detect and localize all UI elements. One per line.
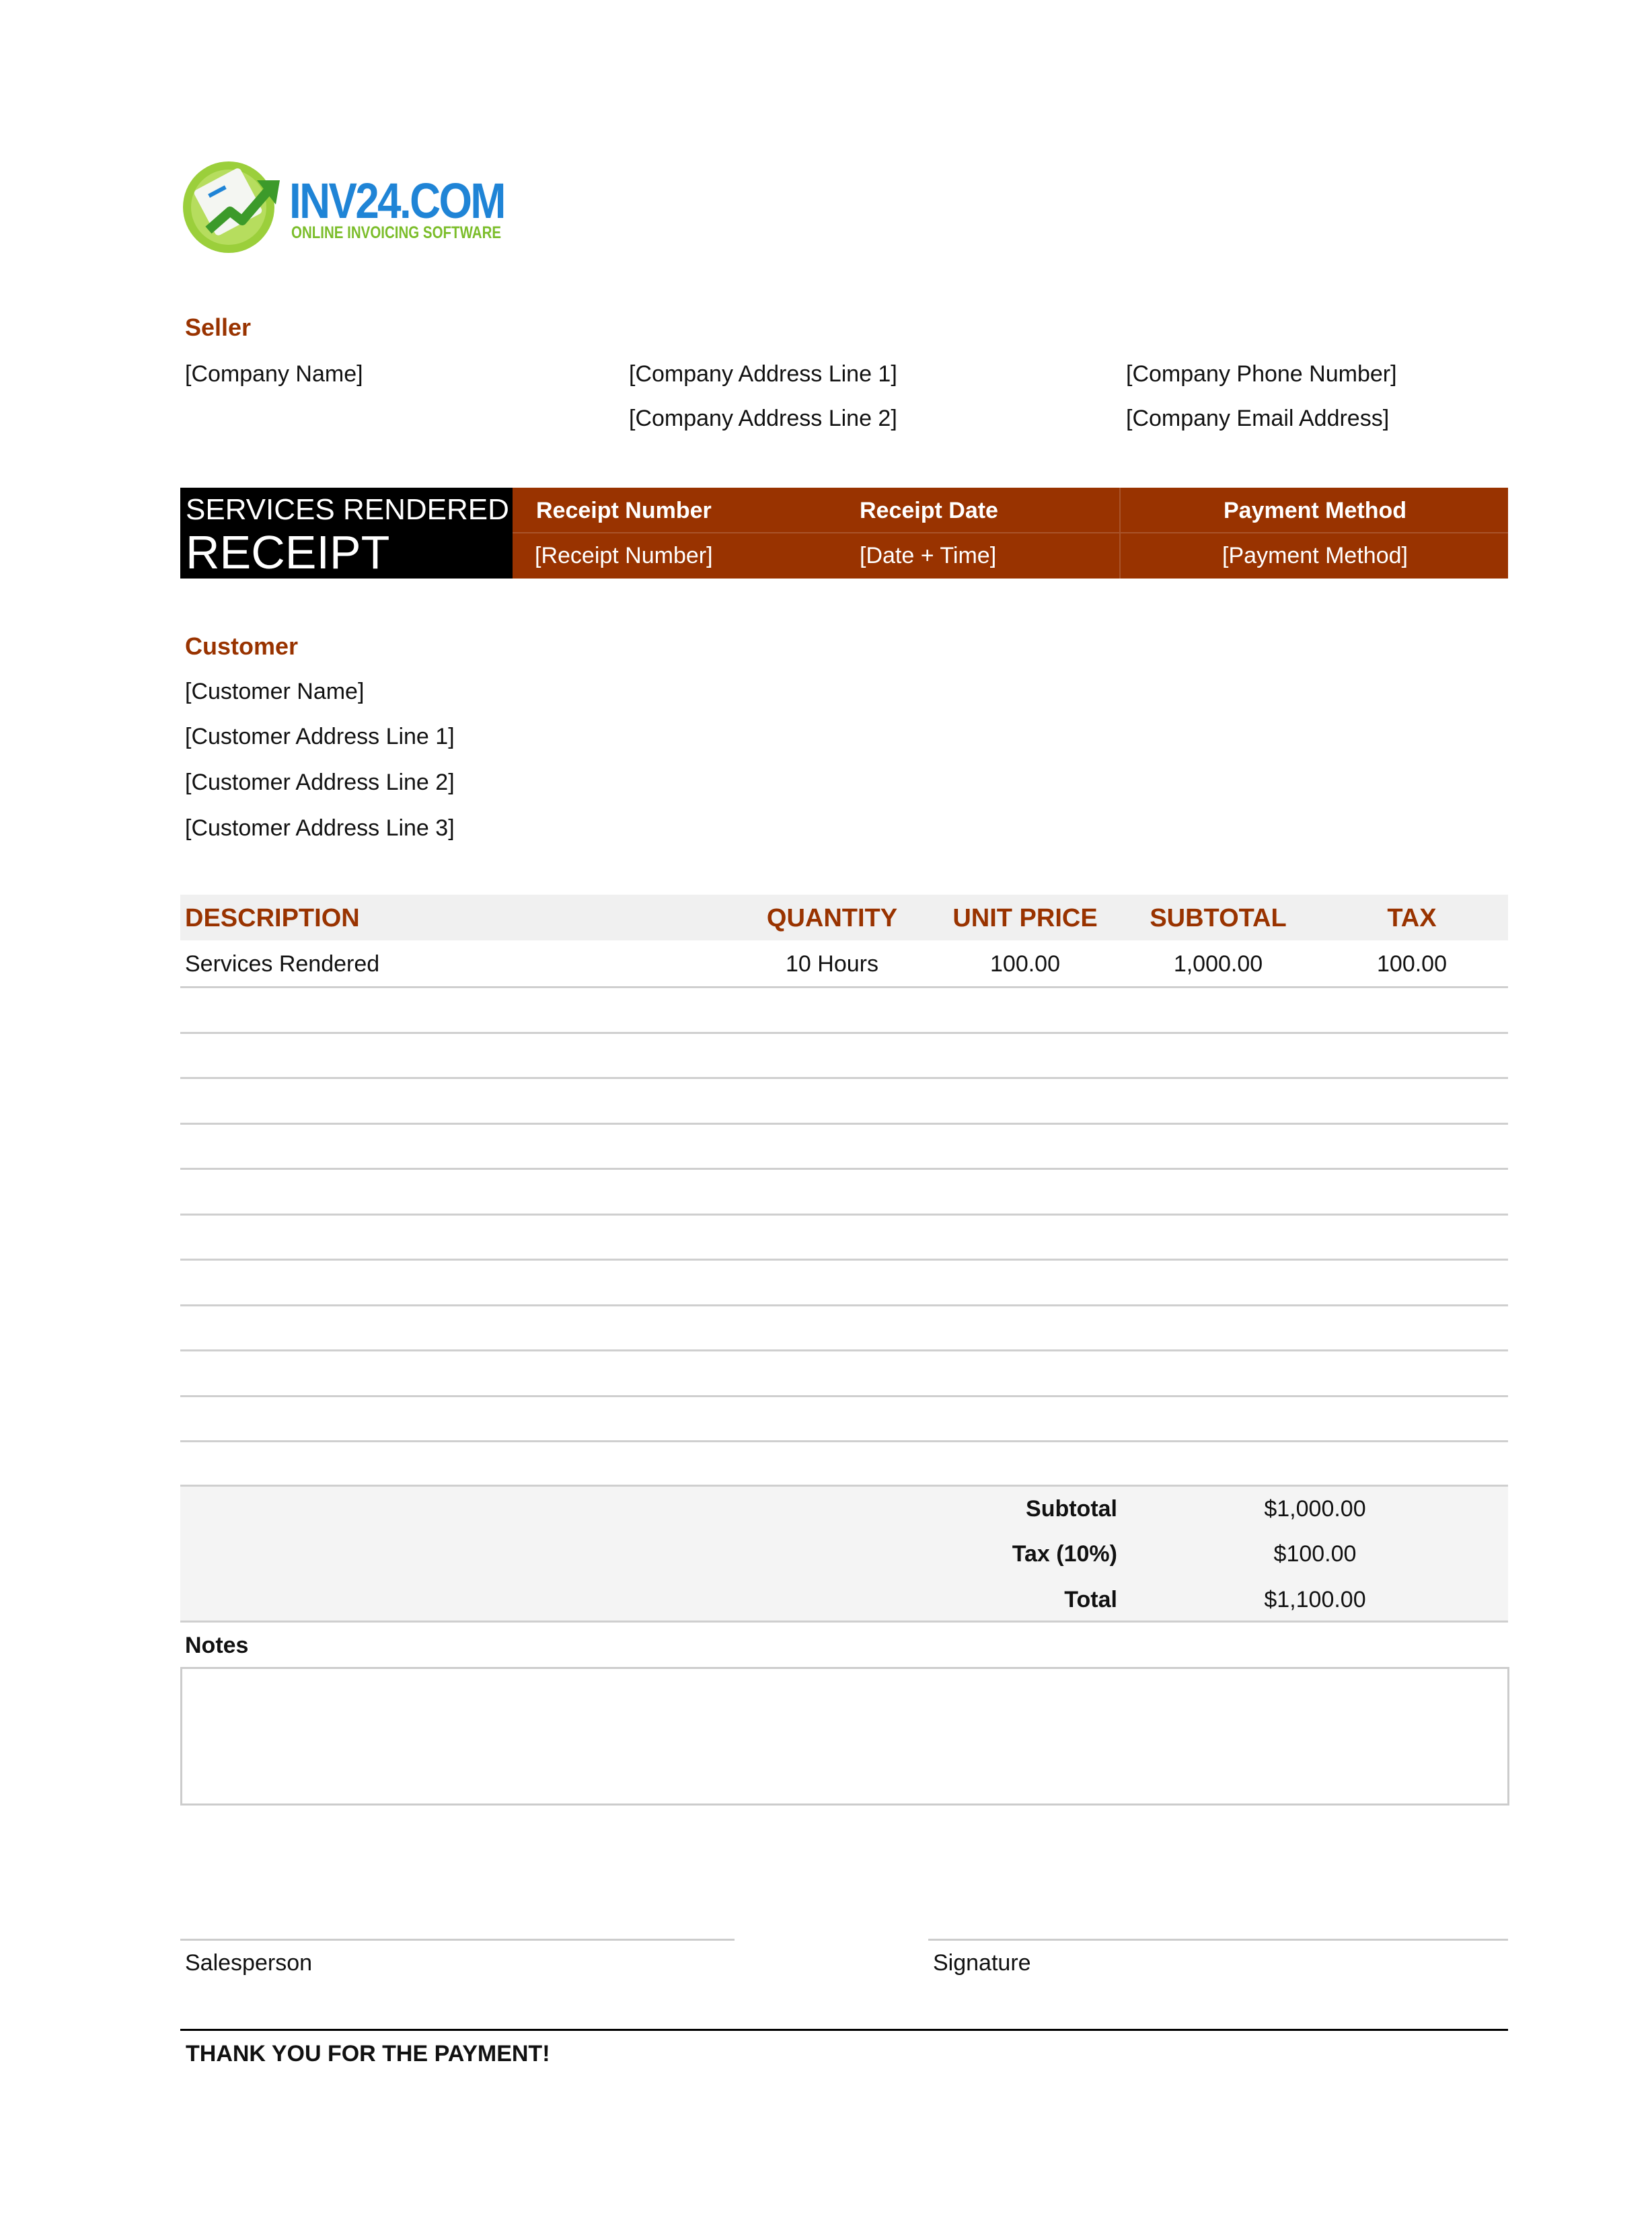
- receipt-info-divider: [513, 532, 1508, 533]
- item-unit-price: 100.00: [990, 951, 1060, 977]
- tax-value: $100.00: [1273, 1541, 1357, 1567]
- table-row-rule: [180, 1304, 1508, 1306]
- seller-address-line-2: [Company Address Line 2]: [629, 406, 897, 431]
- table-row-rule: [180, 1259, 1508, 1261]
- seller-address-line-1: [Company Address Line 1]: [629, 361, 897, 387]
- salesperson-line: [180, 1939, 735, 1941]
- tax-label: Tax (10%): [1012, 1541, 1117, 1567]
- customer-name: [Customer Name]: [185, 679, 365, 704]
- table-row-rule: [180, 1168, 1508, 1170]
- totals-top-rule: [180, 1485, 1508, 1487]
- column-header-unit-price: UNIT PRICE: [952, 904, 1098, 932]
- table-row-rule: [180, 1349, 1508, 1351]
- totals-bottom-rule: [180, 1621, 1508, 1623]
- column-header-subtotal: SUBTOTAL: [1150, 904, 1287, 932]
- receipt-number-label: Receipt Number: [536, 498, 712, 523]
- notes-field[interactable]: [180, 1667, 1509, 1806]
- table-row-rule: [180, 1123, 1508, 1125]
- payment-method-value: [Payment Method]: [1222, 543, 1408, 568]
- receipt-title: RECEIPT: [186, 526, 390, 579]
- payment-method-label: Payment Method: [1223, 498, 1407, 523]
- receipt-info-column-divider: [1119, 488, 1121, 579]
- footer-rule: [180, 2029, 1508, 2031]
- receipt-subtitle: SERVICES RENDERED: [186, 493, 509, 526]
- signature-line: [928, 1939, 1508, 1941]
- table-row-rule: [180, 1214, 1508, 1216]
- notes-heading: Notes: [185, 1633, 249, 1658]
- customer-address-line-2: [Customer Address Line 2]: [185, 770, 455, 795]
- item-subtotal: 1,000.00: [1173, 951, 1263, 977]
- signature-label: Signature: [933, 1950, 1031, 1976]
- seller-heading: Seller: [185, 313, 252, 341]
- receipt-number-value: [Receipt Number]: [535, 543, 713, 568]
- column-header-tax: TAX: [1387, 904, 1437, 932]
- table-row-rule: [180, 1395, 1508, 1397]
- subtotal-label: Subtotal: [1026, 1496, 1117, 1522]
- table-row-rule: [180, 1077, 1508, 1079]
- customer-address-line-1: [Customer Address Line 1]: [185, 724, 455, 749]
- customer-heading: Customer: [185, 632, 299, 660]
- seller-phone: [Company Phone Number]: [1126, 361, 1397, 387]
- item-tax: 100.00: [1377, 951, 1447, 977]
- customer-address-line-3: [Customer Address Line 3]: [185, 815, 455, 841]
- seller-company-name: [Company Name]: [185, 361, 363, 387]
- column-header-quantity: QUANTITY: [766, 904, 898, 932]
- column-header-description: DESCRIPTION: [185, 904, 360, 932]
- logo-brand: INV24.COM: [289, 173, 504, 229]
- table-row-rule: [180, 1440, 1508, 1442]
- logo-tagline: ONLINE INVOICING SOFTWARE: [291, 223, 502, 242]
- item-quantity: 10 Hours: [786, 951, 878, 977]
- item-description: Services Rendered: [185, 951, 380, 977]
- subtotal-value: $1,000.00: [1264, 1496, 1366, 1522]
- receipt-date-value: [Date + Time]: [860, 543, 997, 568]
- receipt-date-label: Receipt Date: [860, 498, 998, 523]
- salesperson-label: Salesperson: [185, 1950, 313, 1976]
- table-row-rule: [180, 1032, 1508, 1034]
- total-label: Total: [1064, 1587, 1117, 1612]
- table-row-rule: [180, 986, 1508, 988]
- seller-email: [Company Email Address]: [1126, 406, 1390, 431]
- total-value: $1,100.00: [1264, 1587, 1366, 1612]
- footer-message: THANK YOU FOR THE PAYMENT!: [186, 2041, 550, 2067]
